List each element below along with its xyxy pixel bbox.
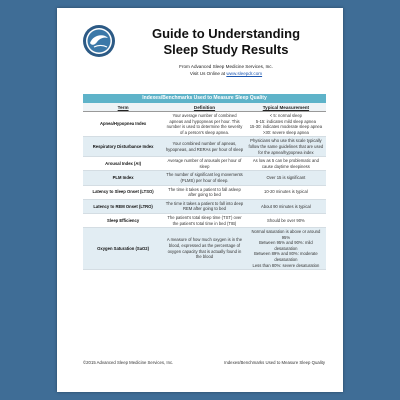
table-header-row [83,103,326,112]
term-cell: Oxygen Saturation (SaO2) [83,228,163,270]
website-link[interactable]: www.sleepdr.com [226,70,263,76]
measurement-line: Less than 80%: severe desaturation [252,262,320,268]
document-page [57,8,343,392]
measurement-cell [246,171,326,185]
table-row [83,185,326,199]
footer-title: Indexes/Benchmarks Used to Measure Sleep Quality [224,360,325,365]
measurement-cell [246,213,326,227]
from-line: From Advanced Sleep Medicine Services, Inc. [179,64,273,69]
measurement-line: >30: severe sleep apnea [262,129,309,135]
document-title [117,26,335,58]
measurement-cell [246,185,326,199]
measurement-line: Physicians who use this scale typically follow the same guidelines that are used for the apnea/hypopnea index [248,138,324,155]
measurement-line: Over 15 is significant [266,175,306,181]
measurement-cell [246,199,326,213]
measurement-line: Should be over 90% [267,217,305,223]
definition-cell: The number of significant leg movements (PLMS) per hour of sleep. [163,171,246,185]
benchmark-table [83,103,326,270]
definition-cell: Average number of arousals per hour of sleep [163,157,246,171]
term-cell: Latency to Sleep Onset (LTSO) [83,185,163,199]
measurement-cell [246,157,326,171]
title-line-1: Guide to Understanding [151,26,301,41]
measurement-line: About 90 minutes is typical [260,203,311,209]
header-measurement: Typical Measurement [246,103,326,112]
title-line-2: Sleep Study Results [163,42,289,57]
measurement-line: 15-30: indicates moderate sleep apnea [249,124,323,130]
company-logo-icon [82,24,116,58]
measurement-line: As low as 5 can be problematic and cause daytime sleepiness [252,158,319,169]
term-cell: Latency to REM Onset (LTRO) [83,199,163,213]
table-row [83,112,326,137]
header-definition: Definition [163,103,246,112]
measurement-cell [246,112,326,137]
definition-cell: Your combined number of apneas, hypopneas, and RERAs per hour of sleep [163,137,246,157]
definition-cell: A measure of how much oxygen is in the blood, expressed as the percentage of oxygen capacity that is actually found in the blood [163,228,246,270]
measurement-line: Between 95% and 90%: mild desaturation [259,240,313,251]
measurement-line: < 5: normal sleep [269,113,303,118]
table-row [83,228,326,270]
term-cell: PLM Index [83,171,163,185]
term-cell: Respiratory Disturbance Index [83,137,163,157]
subtitle [117,64,335,77]
definition-cell: The time it takes a patient to fall asleep after going to bed [163,185,246,199]
visit-line [117,71,335,78]
visit-text: Visit Us Online at [189,70,227,76]
footer-copyright: ©2015 Advanced Sleep Medicine Services, Inc. [83,360,174,365]
term-cell: Apnea/Hypopnea Index [83,112,163,137]
table-row [83,171,326,185]
definition-cell: The time it takes a patient to fall into deep REM after going to bed [163,199,246,213]
definition-cell: The patient's total sleep time (TST) over the patient's total time in bed (TIB) [163,213,246,227]
table-row [83,137,326,157]
measurement-line: Normal saturation is above or around 95% [251,229,321,240]
table-row [83,157,326,171]
table-title-bar: Indexes/Benchmarks Used to Measure Sleep Quality [83,94,326,103]
measurement-cell [246,228,326,270]
measurement-line: 5-15: indicates mild sleep apnea [255,118,316,124]
table-row [83,213,326,227]
measurement-cell [246,137,326,157]
table-row [83,199,326,213]
header-term: Term [83,103,163,112]
measurement-line: Between 89% and 80%: moderate desaturation [254,251,318,263]
definition-cell: Your average number of combined apneas and hypopneas per hour. This number is used to determine the severity of a person's sleep apnea. [163,112,246,137]
term-cell: Sleep Efficiency [83,213,163,227]
measurement-line: 10-20 minutes is typical [264,189,308,195]
term-cell: Arousal Index (AI) [83,157,163,171]
